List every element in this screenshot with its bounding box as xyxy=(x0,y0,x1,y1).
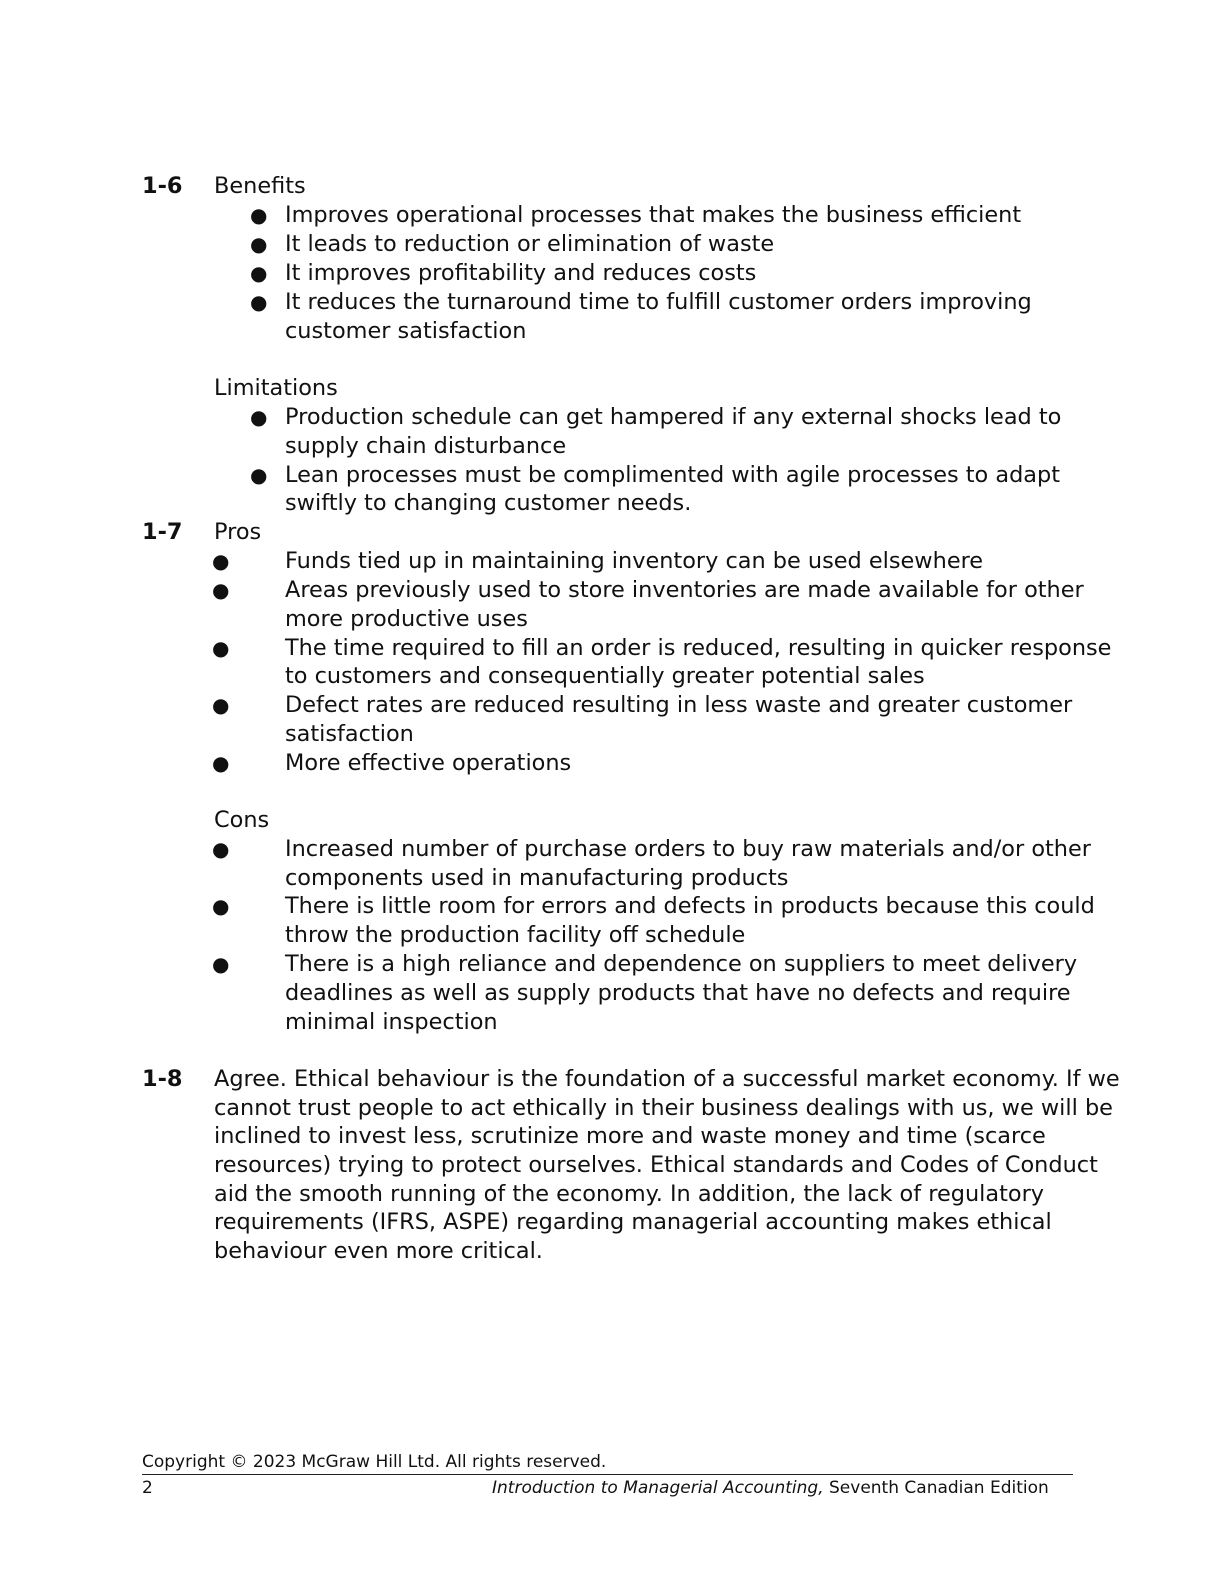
list-item: Increased number of purchase orders to buy raw materials and/or other xyxy=(285,836,1091,862)
group-heading: Limitations xyxy=(214,375,338,401)
paragraph-line: Agree. Ethical behaviour is the foundation of a successful market economy. If we xyxy=(214,1066,1120,1092)
list-item: Funds tied up in maintaining inventory can be used elsewhere xyxy=(285,548,984,574)
list-item: Areas previously used to store inventories are made available for other xyxy=(285,577,1084,603)
question-number: 1-7 xyxy=(142,519,183,545)
group-heading: Benefits xyxy=(214,173,306,199)
bullet-icon: ● xyxy=(250,290,268,314)
question-number: 1-8 xyxy=(142,1066,183,1092)
list-item-continuation: customer satisfaction xyxy=(285,318,527,344)
list-item: Production schedule can get hampered if any external shocks lead to xyxy=(285,404,1062,430)
list-item: There is a high reliance and dependence on suppliers to meet delivery xyxy=(285,951,1078,977)
list-item: Lean processes must be complimented with agile processes to adapt xyxy=(285,462,1061,488)
list-item-continuation: components used in manufacturing products xyxy=(285,865,789,891)
list-item-continuation: more productive uses xyxy=(285,606,528,632)
list-item-continuation: to customers and consequentially greater potential sales xyxy=(285,663,925,689)
bullet-icon: ● xyxy=(250,261,268,285)
group-heading: Cons xyxy=(214,807,270,833)
paragraph-line: behaviour even more critical. xyxy=(214,1238,543,1264)
paragraph-line: inclined to invest less, scrutinize more and waste money and time (scarce xyxy=(214,1123,1046,1149)
list-item: More effective operations xyxy=(285,750,572,776)
book-edition: Seventh Canadian Edition xyxy=(823,1478,1049,1498)
book-title-line xyxy=(492,1477,1049,1499)
list-item-continuation: deadlines as well as supply products that have no defects and require xyxy=(285,980,1071,1006)
paragraph-line: resources) trying to protect ourselves. Ethical standards and Codes of Conduct xyxy=(214,1152,1098,1178)
paragraph-line: cannot trust people to act ethically in their business dealings with us, we will be xyxy=(214,1095,1113,1121)
bullet-icon: ● xyxy=(250,232,268,256)
list-item-continuation: minimal inspection xyxy=(285,1009,498,1035)
footer-divider xyxy=(142,1474,1073,1475)
bullet-icon: ● xyxy=(250,405,268,429)
bullet-icon: ● xyxy=(212,578,230,602)
book-title: Introduction to Managerial Accounting, xyxy=(492,1478,824,1498)
list-item-continuation: supply chain disturbance xyxy=(285,433,567,459)
list-item-continuation: satisfaction xyxy=(285,721,414,747)
bullet-icon: ● xyxy=(212,837,230,861)
list-item: Improves operational processes that makes the business efficient xyxy=(285,202,1022,228)
bullet-icon: ● xyxy=(212,549,230,573)
question-number: 1-6 xyxy=(142,173,183,199)
copyright-notice: Copyright © 2023 McGraw Hill Ltd. All rights reserved. xyxy=(142,1452,607,1472)
list-item-continuation: throw the production facility off schedule xyxy=(285,922,746,948)
list-item: The time required to fill an order is reduced, resulting in quicker response xyxy=(285,635,1112,661)
list-item: There is little room for errors and defects in products because this could xyxy=(285,893,1095,919)
bullet-icon: ● xyxy=(212,636,230,660)
bullet-icon: ● xyxy=(212,693,230,717)
paragraph-line: aid the smooth running of the economy. In addition, the lack of regulatory xyxy=(214,1181,1045,1207)
list-item: It improves profitability and reduces costs xyxy=(285,260,757,286)
bullet-icon: ● xyxy=(212,894,230,918)
list-item: It leads to reduction or elimination of waste xyxy=(285,231,775,257)
list-item: It reduces the turnaround time to fulfill customer orders improving xyxy=(285,289,1032,315)
group-heading: Pros xyxy=(214,519,262,545)
list-item-continuation: swiftly to changing customer needs. xyxy=(285,490,692,516)
list-item: Defect rates are reduced resulting in less waste and greater customer xyxy=(285,692,1073,718)
bullet-icon: ● xyxy=(212,751,230,775)
bullet-icon: ● xyxy=(250,203,268,227)
bullet-icon: ● xyxy=(212,952,230,976)
paragraph-line: requirements (IFRS, ASPE) regarding managerial accounting makes ethical xyxy=(214,1209,1052,1235)
page-number: 2 xyxy=(142,1478,153,1498)
bullet-icon: ● xyxy=(250,463,268,487)
